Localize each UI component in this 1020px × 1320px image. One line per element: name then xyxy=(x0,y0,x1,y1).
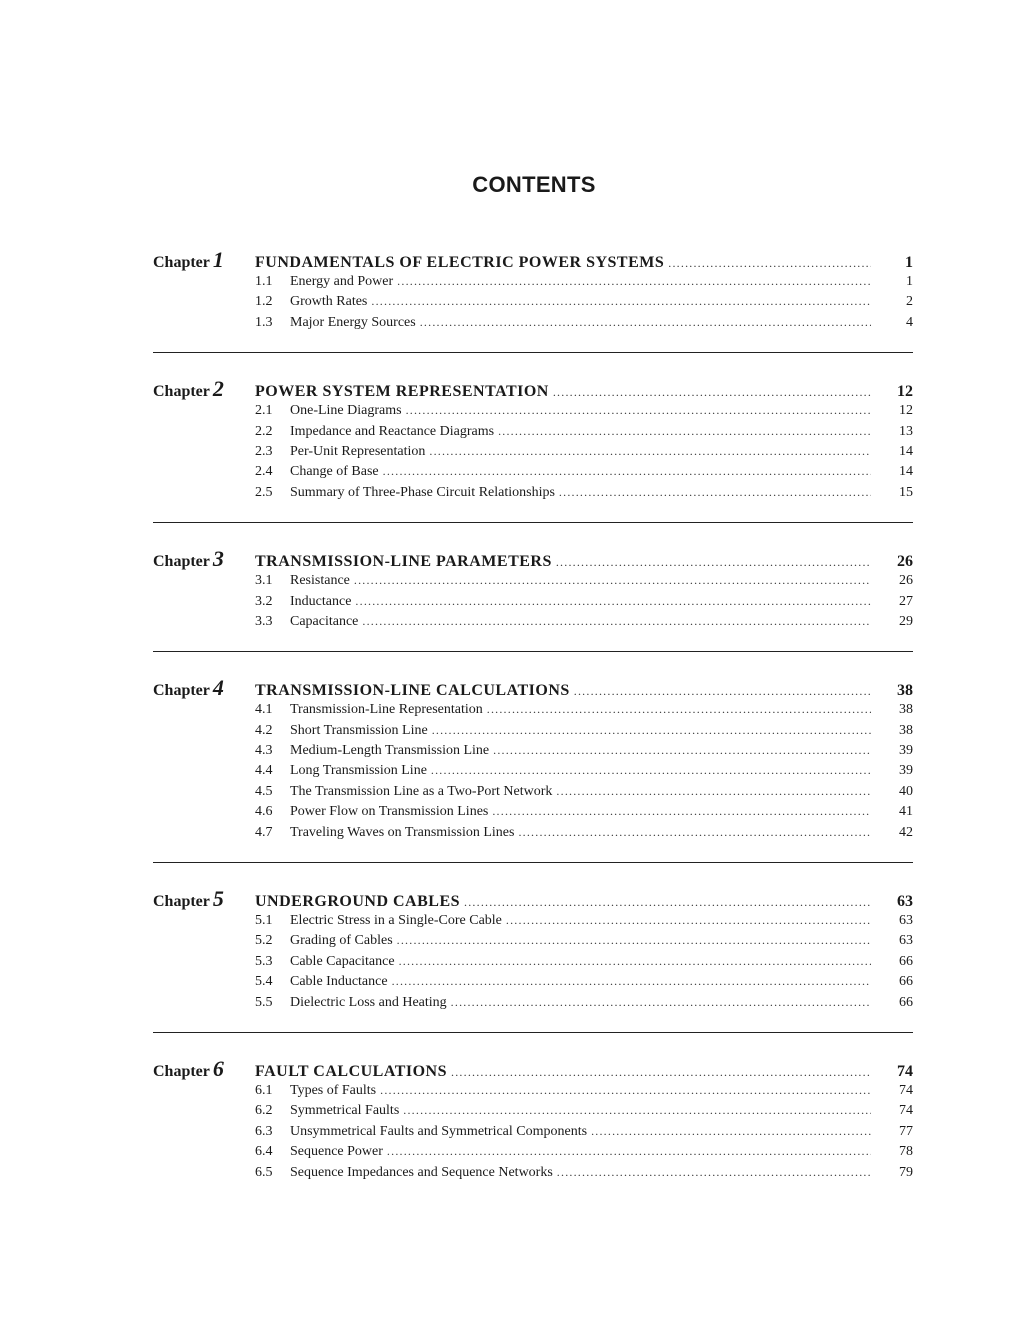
section-entry[interactable] xyxy=(153,913,913,933)
section-number: 3.1 xyxy=(255,573,273,589)
section-page-number: 2 xyxy=(906,294,913,310)
section-page-number: 74 xyxy=(899,1082,913,1098)
chapter-number: 3 xyxy=(212,546,224,572)
chapter-label xyxy=(153,675,255,701)
section-entry[interactable] xyxy=(153,1103,913,1123)
section-title: One-Line Diagrams xyxy=(290,403,402,419)
section-entry[interactable] xyxy=(153,274,913,294)
section-title: Impedance and Reactance Diagrams xyxy=(290,423,495,439)
section-title: Medium-Length Transmission Line xyxy=(290,743,490,759)
section-entry[interactable] xyxy=(153,444,913,464)
section-title: Capacitance xyxy=(290,613,359,629)
section-entry[interactable] xyxy=(153,485,913,505)
section-page-number: 14 xyxy=(899,443,913,459)
section-title: Electric Stress in a Single-Core Cable xyxy=(290,913,502,929)
dot-leader xyxy=(518,825,871,840)
chapter-entry[interactable] xyxy=(153,546,913,573)
dot-leader xyxy=(355,594,871,609)
section-page-number: 38 xyxy=(899,702,913,718)
section-entry[interactable] xyxy=(153,403,913,423)
chapter-page-number: 63 xyxy=(897,893,913,911)
section-number: 5.5 xyxy=(255,994,273,1010)
section-number: 4.4 xyxy=(255,763,273,779)
chapter-number: 2 xyxy=(212,376,224,402)
chapter-entry[interactable] xyxy=(153,1056,913,1083)
dot-leader xyxy=(387,1144,871,1159)
section-title: Sequence Power xyxy=(290,1144,383,1160)
section-number: 4.1 xyxy=(255,702,273,718)
section-entry[interactable] xyxy=(153,933,913,953)
section-number: 6.2 xyxy=(255,1103,273,1119)
section-number: 6.3 xyxy=(255,1123,273,1139)
dot-leader xyxy=(451,1065,871,1080)
section-number: 1.2 xyxy=(255,294,273,310)
section-page-number: 38 xyxy=(899,722,913,738)
section-page-number: 79 xyxy=(899,1164,913,1180)
chapter-prefix: Chapter xyxy=(153,553,210,571)
chapter-block xyxy=(153,675,913,863)
dot-leader xyxy=(371,294,871,309)
section-entry[interactable] xyxy=(153,804,913,824)
dot-leader xyxy=(380,1083,871,1098)
dot-leader xyxy=(464,895,871,910)
dot-leader xyxy=(556,784,871,799)
section-number: 2.2 xyxy=(255,423,273,439)
section-page-number: 26 xyxy=(899,573,913,589)
section-page-number: 63 xyxy=(899,913,913,929)
section-number: 4.5 xyxy=(255,783,273,799)
section-title: Sequence Impedances and Sequence Networks xyxy=(290,1164,553,1180)
chapter-page-number: 1 xyxy=(905,254,913,271)
section-page-number: 12 xyxy=(899,403,913,419)
chapter-block xyxy=(153,376,913,523)
section-page-number: 78 xyxy=(899,1144,913,1160)
section-title: Long Transmission Line xyxy=(290,763,427,779)
dot-leader xyxy=(362,614,871,629)
section-title: Change of Base xyxy=(290,464,379,480)
dot-leader xyxy=(498,424,871,439)
chapter-entry[interactable] xyxy=(153,675,913,702)
section-number: 2.3 xyxy=(255,443,273,459)
section-page-number: 40 xyxy=(899,783,913,799)
chapter-number: 4 xyxy=(212,675,224,701)
dot-leader xyxy=(574,684,871,699)
section-entry[interactable] xyxy=(153,1144,913,1164)
section-number: 5.4 xyxy=(255,974,273,990)
dot-leader xyxy=(392,974,871,989)
dot-leader xyxy=(591,1124,871,1139)
chapter-label xyxy=(153,546,255,572)
section-title: Transmission-Line Representation xyxy=(290,702,483,718)
chapter-number: 6 xyxy=(212,1055,224,1081)
section-entry[interactable] xyxy=(153,995,913,1015)
section-title: Energy and Power xyxy=(290,274,394,289)
chapter-prefix: Chapter xyxy=(153,383,210,401)
section-page-number: 66 xyxy=(899,994,913,1010)
section-number: 2.4 xyxy=(255,464,273,480)
section-entry[interactable] xyxy=(153,954,913,974)
dot-leader xyxy=(431,763,871,778)
section-number: 4.6 xyxy=(255,804,273,820)
section-title: Grading of Cables xyxy=(290,933,393,949)
dot-leader xyxy=(493,743,871,758)
section-number: 2.5 xyxy=(255,484,273,500)
chapter-block xyxy=(153,886,913,1033)
chapter-entry[interactable] xyxy=(153,247,913,274)
section-number: 6.5 xyxy=(255,1164,273,1180)
section-page-number: 66 xyxy=(899,974,913,990)
section-entry[interactable] xyxy=(153,614,913,634)
section-title: Unsymmetrical Faults and Symmetrical Components xyxy=(290,1123,588,1139)
section-number: 4.7 xyxy=(255,824,273,840)
section-page-number: 39 xyxy=(899,743,913,759)
section-title: Summary of Three-Phase Circuit Relationships xyxy=(290,484,555,500)
chapter-block xyxy=(153,546,913,652)
section-page-number: 29 xyxy=(899,613,913,629)
chapter-page-number: 12 xyxy=(897,383,913,401)
section-page-number: 4 xyxy=(906,314,913,330)
section-title: The Transmission Line as a Two-Port Network xyxy=(290,783,553,799)
chapter-label xyxy=(153,376,255,402)
section-entry[interactable] xyxy=(153,1124,913,1144)
section-title: Dielectric Loss and Heating xyxy=(290,994,447,1010)
section-entry[interactable] xyxy=(153,743,913,763)
section-title: Symmetrical Faults xyxy=(290,1103,400,1119)
chapter-block xyxy=(153,247,913,353)
section-number: 5.3 xyxy=(255,953,273,969)
section-entry[interactable] xyxy=(153,1083,913,1103)
chapter-label xyxy=(153,247,255,273)
section-page-number: 77 xyxy=(899,1123,913,1139)
chapter-title: POWER SYSTEM REPRESENTATION xyxy=(255,383,549,401)
section-page-number: 13 xyxy=(899,423,913,439)
dot-leader xyxy=(668,256,871,271)
dot-leader xyxy=(420,315,871,330)
section-number: 5.1 xyxy=(255,913,273,929)
section-page-number: 1 xyxy=(906,274,913,289)
section-number: 1.3 xyxy=(255,314,273,330)
dot-leader xyxy=(556,555,871,570)
section-page-number: 74 xyxy=(899,1103,913,1119)
section-page-number: 66 xyxy=(899,953,913,969)
dot-leader xyxy=(451,995,871,1010)
section-page-number: 14 xyxy=(899,464,913,480)
chapter-prefix: Chapter xyxy=(153,682,210,700)
section-entry[interactable] xyxy=(153,974,913,994)
chapter-title: TRANSMISSION-LINE CALCULATIONS xyxy=(255,682,570,700)
section-page-number: 42 xyxy=(899,824,913,840)
dot-leader xyxy=(403,1103,871,1118)
section-title: Power Flow on Transmission Lines xyxy=(290,804,489,820)
table-of-contents xyxy=(153,247,913,1202)
section-title: Per-Unit Representation xyxy=(290,443,426,459)
section-entry[interactable] xyxy=(153,594,913,614)
dot-leader xyxy=(397,933,871,948)
dot-leader xyxy=(553,385,871,400)
dot-leader xyxy=(406,403,871,418)
section-entry[interactable] xyxy=(153,784,913,804)
chapter-title: TRANSMISSION-LINE PARAMETERS xyxy=(255,553,552,571)
section-entry[interactable] xyxy=(153,315,913,335)
chapter-block xyxy=(153,1056,913,1202)
page-title: CONTENTS xyxy=(472,172,596,197)
section-number: 4.3 xyxy=(255,743,273,759)
section-title: Growth Rates xyxy=(290,294,368,310)
section-number: 6.4 xyxy=(255,1144,273,1160)
section-page-number: 15 xyxy=(899,484,913,500)
chapter-page-number: 74 xyxy=(897,1062,913,1080)
section-title: Types of Faults xyxy=(290,1082,377,1098)
section-number: 2.1 xyxy=(255,403,273,419)
chapter-number: 1 xyxy=(212,247,224,272)
dot-leader xyxy=(506,913,871,928)
section-number: 1.1 xyxy=(255,274,273,289)
chapter-page-number: 38 xyxy=(897,682,913,700)
dot-leader xyxy=(383,464,871,479)
section-title: Cable Inductance xyxy=(290,974,388,990)
section-entry[interactable] xyxy=(153,1165,913,1185)
chapter-label xyxy=(153,1056,255,1082)
dot-leader xyxy=(432,723,871,738)
section-title: Traveling Waves on Transmission Lines xyxy=(290,824,515,840)
chapter-prefix: Chapter xyxy=(153,893,210,911)
dot-leader xyxy=(399,954,871,969)
dot-leader xyxy=(487,702,871,717)
chapter-entry[interactable] xyxy=(153,376,913,403)
dot-leader xyxy=(492,804,871,819)
chapter-prefix: Chapter xyxy=(153,254,210,271)
section-entry[interactable] xyxy=(153,424,913,444)
section-number: 3.2 xyxy=(255,593,273,609)
chapter-label xyxy=(153,886,255,912)
section-entry[interactable] xyxy=(153,763,913,783)
dot-leader xyxy=(429,444,871,459)
dot-leader xyxy=(354,573,871,588)
section-number: 3.3 xyxy=(255,613,273,629)
chapter-title: FAULT CALCULATIONS xyxy=(255,1062,448,1080)
section-entry[interactable] xyxy=(153,294,913,314)
chapter-title: FUNDAMENTALS OF ELECTRIC POWER SYSTEMS xyxy=(255,254,665,271)
chapter-prefix: Chapter xyxy=(153,1062,210,1080)
chapter-page-number: 26 xyxy=(897,553,913,571)
section-entry[interactable] xyxy=(153,825,913,845)
section-title: Cable Capacitance xyxy=(290,953,395,969)
section-entry[interactable] xyxy=(153,723,913,743)
dot-leader xyxy=(557,1165,871,1180)
section-entry[interactable] xyxy=(153,573,913,593)
section-page-number: 41 xyxy=(899,804,913,820)
chapter-number: 5 xyxy=(212,886,224,912)
section-number: 4.2 xyxy=(255,722,273,738)
section-page-number: 27 xyxy=(899,593,913,609)
section-page-number: 63 xyxy=(899,933,913,949)
section-entry[interactable] xyxy=(153,464,913,484)
chapter-title: UNDERGROUND CABLES xyxy=(255,893,461,911)
section-entry[interactable] xyxy=(153,702,913,722)
section-number: 5.2 xyxy=(255,933,273,949)
dot-leader xyxy=(397,274,871,289)
section-page-number: 39 xyxy=(899,763,913,779)
section-title: Short Transmission Line xyxy=(290,722,428,738)
chapter-entry[interactable] xyxy=(153,886,913,913)
section-number: 6.1 xyxy=(255,1082,273,1098)
section-title: Major Energy Sources xyxy=(290,314,416,330)
section-title: Resistance xyxy=(290,573,350,589)
dot-leader xyxy=(559,485,871,500)
section-title: Inductance xyxy=(290,593,352,609)
